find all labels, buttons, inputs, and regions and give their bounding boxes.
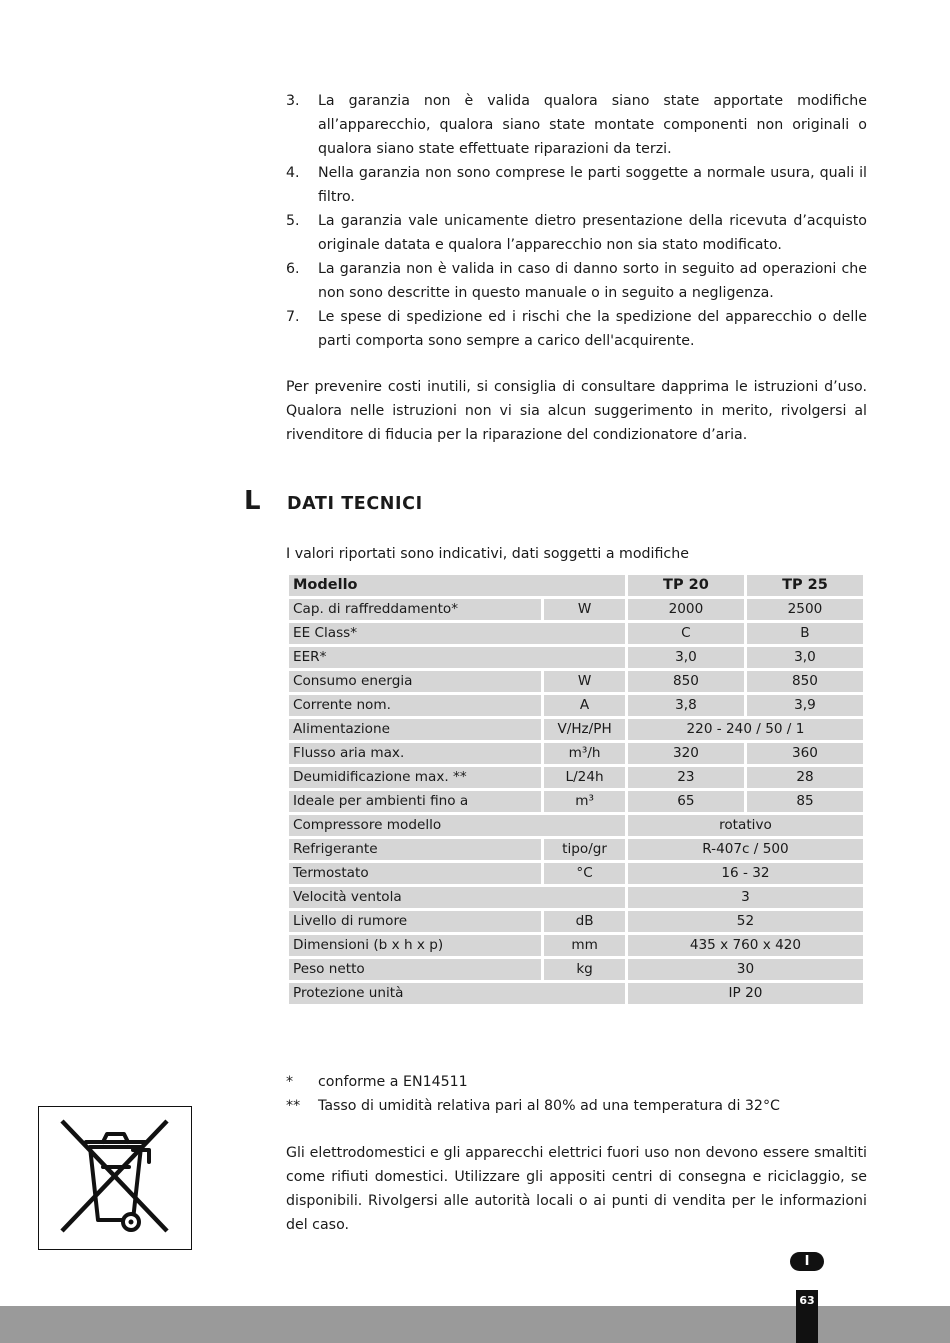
- footnote-item: ** Tasso di umidità relativa pari al 80% ad una temperatura di 32°C: [286, 1098, 780, 1114]
- table-row: Alimentazione V/Hz/PH 220 - 240 / 50 / 1: [289, 719, 863, 740]
- table-row: Peso netto kg 30: [289, 959, 863, 980]
- list-item: 4. Nella garanzia non sono comprese le parti soggette a normale usura, quali il filtro.: [286, 165, 867, 205]
- table-row: Dimensioni (b x h x p) mm 435 x 760 x 420: [289, 935, 863, 956]
- table-row: Livello di rumore dB 52: [289, 911, 863, 932]
- table-row: Consumo energia W 850 850: [289, 671, 863, 692]
- footnotes: [286, 1070, 867, 1118]
- table-row: Velocità ventola 3: [289, 887, 863, 908]
- disposal-paragraph: Gli elettrodomestici e gli apparecchi elettrici fuori uso non devono essere smaltiti come rifiuti domestici. Utilizzare gli appositi centri di consegna e riciclaggio, se disponibili. Rivolgersi alle autorità locali o ai punti di vendita per le informazioni del caso.: [286, 1145, 867, 1233]
- table-header-row: [289, 575, 863, 596]
- header-tp20: TP 20: [628, 575, 744, 596]
- page-number: 63: [799, 1294, 815, 1307]
- crossed-out-wheelie-bin-icon: [57, 1117, 173, 1237]
- list-item: 7. Le spese di spedizione ed i rischi che la spedizione del apparecchio o delle parti comporta sono sempre a carico dell'acquirente.: [286, 309, 867, 349]
- header-tp25: TP 25: [747, 575, 863, 596]
- footnote-item: * conforme a EN14511: [286, 1074, 468, 1090]
- table-row: Deumidificazione max. ** L/24h 23 28: [289, 767, 863, 788]
- list-item: 6. La garanzia non è valida in caso di danno sorto in seguito ad operazioni che non sono descritte in questo manuale o in seguito a negligenza.: [286, 261, 867, 301]
- header-model: Modello: [289, 575, 625, 596]
- list-item: 3. La garanzia non è valida qualora siano state apportate modifiche all’apparecchio, qualora siano state montate componenti non originali o qualora siano state effettuate riparazioni da terzi.: [286, 93, 867, 157]
- table-row: Cap. di raffreddamento* W 2000 2500: [289, 599, 863, 620]
- table-row: EE Class* C B: [289, 623, 863, 644]
- table-row: Ideale per ambienti fino a m³ 65 85: [289, 791, 863, 812]
- table-subtitle: I valori riportati sono indicativi, dati soggetti a modifiche: [286, 546, 689, 562]
- table-row: Protezione unità IP 20: [289, 983, 863, 1004]
- warranty-list: [286, 89, 867, 353]
- section-title: DATI TECNICI: [287, 494, 423, 514]
- language-badge: I: [790, 1252, 824, 1271]
- table-row: Termostato °C 16 - 32: [289, 863, 863, 884]
- table-row: Refrigerante tipo/gr R-407c / 500: [289, 839, 863, 860]
- table-row: Flusso aria max. m³/h 320 360: [289, 743, 863, 764]
- table-row: Corrente nom. A 3,8 3,9: [289, 695, 863, 716]
- list-item: 5. La garanzia vale unicamente dietro presentazione della ricevuta d’acquisto originale datata e qualora l’apparecchio non sia stato modificato.: [286, 213, 867, 253]
- advice-paragraph: Per prevenire costi inutili, si consiglia di consultare dapprima le istruzioni d’uso. Qualora nelle istruzioni non vi sia alcun suggerimento in merito, rivolgersi al rivenditore di fiducia per la riparazione del condizionatore d’aria.: [286, 379, 867, 443]
- table-row: Compressore modello rotativo: [289, 815, 863, 836]
- section-letter: L: [244, 486, 261, 516]
- weee-symbol-box: [38, 1106, 192, 1250]
- table-row: EER* 3,0 3,0: [289, 647, 863, 668]
- specs-table: [286, 572, 866, 1007]
